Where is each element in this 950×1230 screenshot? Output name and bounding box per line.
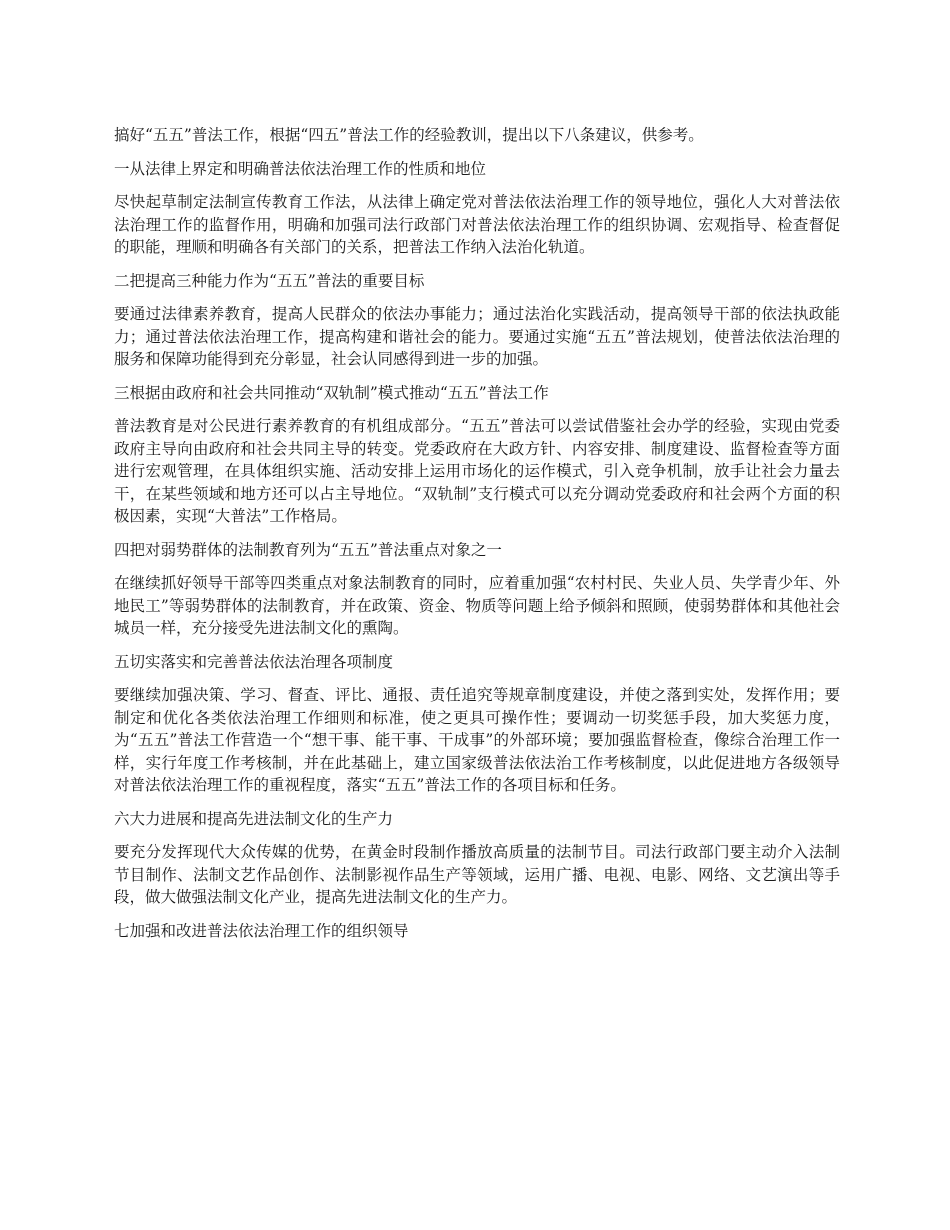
- section-body-6: 要充分发挥现代大众传媒的优势，在黄金时段制作播放高质量的法制节目。司法行政部门要主动介入法制节目制作、法制文艺作品创作、法制影视作品生产等领域，运用广播、电视、电影、网络、文艺演出等手段，做大做强法制文化产业，提高先进法制文化的生产力。: [114, 843, 840, 906]
- section-heading-4: 四把对弱势群体的法制教育列为“五五”普法重点对象之一: [114, 540, 502, 559]
- section-heading-7: 七加强和改进普法依法治理工作的组织领导: [114, 921, 409, 940]
- section-body-3: 普法教育是对公民进行素养教育的有机组成部分。“五五”普法可以尝试借鉴社会办学的经验，实现由党委政府主导向由政府和社会共同主导的转变。党委政府在大政方针、内容安排、制度建设、监督检查等方面进行宏观管理，在具体组织实施、活动安排上运用市场化的运作模式，引入竞争机制，放手让社会力量去干，在某些领域和地方还可以占主导地位。“双轨制”支行模式可以充分调动党委政府和社会两个方面的积极因素，实现“大普法”工作格局。: [114, 417, 840, 525]
- intro-paragraph: 搞好“五五”普法工作，根据“四五”普法工作的经验教训，提出以下八条建议，供参考。: [114, 126, 704, 144]
- section-heading-2: 二把提高三种能力作为“五五”普法的重要目标: [114, 271, 425, 290]
- section-heading-5: 五切实落实和完善普法依法治理各项制度: [114, 652, 394, 671]
- section-heading-3: 三根据由政府和社会共同推动“双轨制”模式推动“五五”普法工作: [114, 383, 549, 402]
- section-body-4: 在继续抓好领导干部等四类重点对象法制教育的同时，应着重加强“农村村民、失业人员、失学青少年、外地民工”等弱势群体的法制教育，并在政策、资金、物质等问题上给予倾斜和照顾，使弱势群体和其他社会城员一样，充分接受先进法制文化的熏陶。: [114, 574, 840, 637]
- section-body-1: 尽快起草制定法制宣传教育工作法，从法律上确定党对普法依法治理工作的领导地位，强化人大对普法依法治理工作的监督作用，明确和加强司法行政部门对普法依法治理工作的组织协调、宏观指导、检查督促的职能，理顺和明确各有关部门的关系，把普法工作纳入法治化轨道。: [114, 193, 840, 256]
- section-body-2: 要通过法律素养教育，提高人民群众的依法办事能力；通过法治化实践活动，提高领导干部的依法执政能力；通过普法依法治理工作，提高构建和谐社会的能力。要通过实施“五五”普法规划，使普法依法治理的服务和保障功能得到充分彰显，社会认同感得到进一步的加强。: [114, 305, 840, 368]
- section-heading-6: 六大力进展和提高先进法制文化的生产力: [114, 809, 394, 828]
- section-body-5: 要继续加强决策、学习、督查、评比、通报、责任追究等规章制度建设，并使之落到实处，发挥作用；要制定和优化各类依法治理工作细则和标准，使之更具可操作性；要调动一切奖惩手段，加大奖惩力度，为“五五”普法工作营造一个“想干事、能干事、干成事”的外部环境；要加强监督检查，像综合治理工作一样，实行年度工作考核制，并在此基础上，建立国家级普法依法治工作考核制度，以此促进地方各级领导对普法依法治理工作的重视程度，落实“五五”普法工作的各项目标和任务。: [114, 686, 840, 794]
- document-body: [114, 124, 840, 953]
- section-heading-1: 一从法律上界定和明确普法依法治理工作的性质和地位: [114, 159, 487, 178]
